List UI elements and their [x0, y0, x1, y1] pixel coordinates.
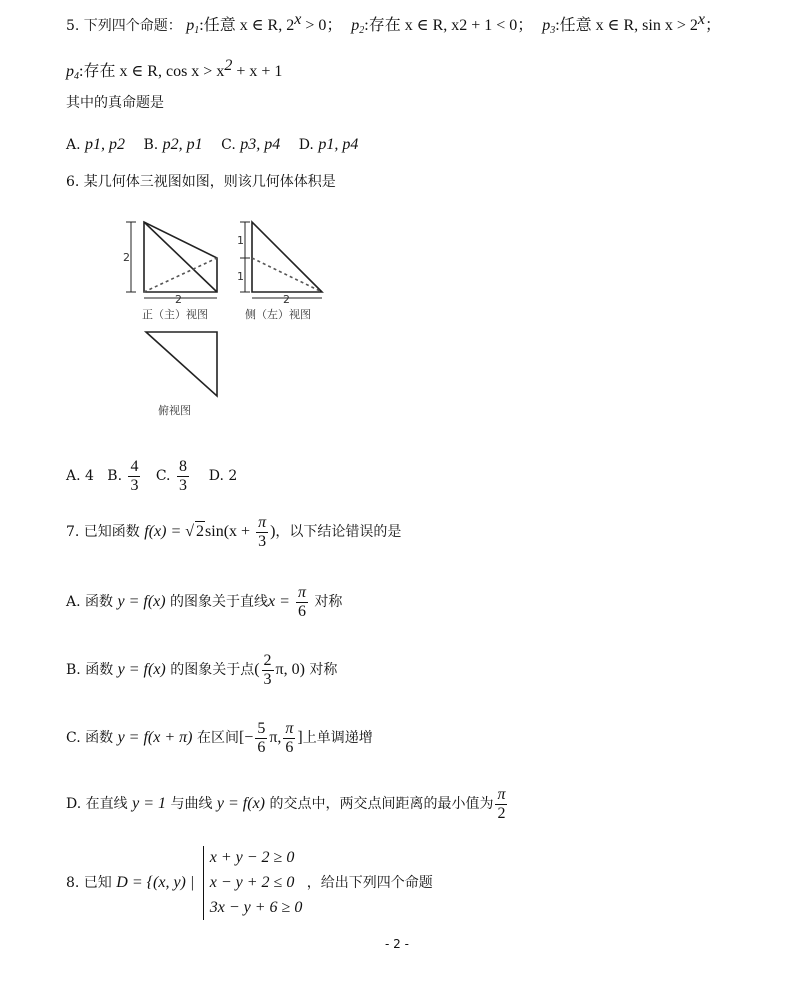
q5-p4-label: p	[66, 63, 74, 80]
q6-stem: 6. 某几何体三视图如图，则该几何体体积是	[66, 174, 336, 190]
side-lower-dim: 1	[237, 270, 244, 283]
q5-p3-text: :任意 x ∈ R, sin x > 2	[555, 17, 698, 34]
q5-option-b: B. p2, p1	[143, 136, 203, 153]
side-view	[240, 222, 322, 298]
q5-option-a: A. p1, p2	[66, 136, 126, 153]
q7-option-c: C. 函数 y = f(x + π) 在区间[− $\frac{5}{6}$ π, $\frac{\pi}{6}$ ]上单调递增	[66, 720, 373, 756]
q6-option-b: B. $\frac{4}{3}$	[107, 458, 139, 494]
q6-options	[66, 458, 237, 494]
q5-p2-label: p	[351, 17, 360, 34]
side-width-dim: 2	[283, 293, 290, 306]
front-view	[126, 222, 217, 298]
q7-option-d: D. 在直线 y = 1 与曲线 y = f(x) 的交点中，两交点间距离的最小值为 $\frac{\pi}{2}$	[66, 786, 506, 822]
q5-stem-prefix: 5. 下列四个命题：	[66, 18, 182, 34]
q5-question: 其中的真命题是	[66, 95, 164, 111]
q5-p4-text: :存在 x ∈ R, cos x > x	[79, 63, 225, 80]
q6-option-c: C. $\frac{8}{3}$	[155, 458, 187, 494]
q7-option-a: A. 函数 y = f(x) 的图象关于直线x = $\frac{\pi}{6}$ 对称	[66, 584, 343, 620]
q5-p1-text: :任意 x ∈ R, 2	[199, 17, 295, 34]
page-number: - 2 -	[385, 937, 409, 951]
q5-p4-line: $p_4$:存在 x ∈ R, $\cos x > x^2 + x + 1$	[66, 57, 283, 82]
side-upper-dim: 1	[237, 234, 244, 247]
q7-option-b: B. 函数 y = f(x) 的图象关于点( $\frac{2}{3}$ π, 0) 对称	[66, 652, 338, 688]
q5-p3-label: p	[542, 17, 551, 34]
q5-options	[66, 135, 372, 154]
q5-stem-line: 5. 下列四个命题： $p_1$:任意 x ∈ R, $2^x > 0$； $p_2$:存在 x ∈ R, x2 + 1 < 0； $p_3$:任意 x ∈ R, $\sin x > 2^x$；	[66, 11, 721, 36]
three-view-diagram	[120, 206, 350, 424]
top-view-label: 俯视图	[158, 404, 191, 417]
q8-stem: 8. 已知 D = {(x, y) | x + y − 2 ≥ 0 x − y + 2 ≤ 0 3x − y + 6 ≥ 0 ，给出下列四个命题	[66, 846, 433, 920]
q6-option-a: A. 4	[66, 468, 94, 485]
top-view	[146, 332, 217, 396]
q5-option-d: D. p1, p4	[298, 136, 359, 153]
front-height-dim: 2	[123, 251, 130, 264]
q8-inequality-system: x + y − 2 ≥ 0 x − y + 2 ≤ 0 3x − y + 6 ≥ 0	[203, 846, 303, 920]
q5-option-c: C. p3, p4	[221, 136, 281, 153]
front-width-dim: 2	[175, 293, 182, 306]
q6-option-d: D. 2	[208, 468, 238, 485]
q5-p2-text: :存在 x ∈ R, x2 + 1 < 0；	[364, 17, 534, 34]
front-view-label: 正（主）视图	[142, 308, 208, 321]
q5-p1-label: p	[186, 17, 195, 34]
side-view-label: 侧（左）视图	[245, 308, 311, 321]
q7-stem: 7. 已知函数 f(x) = √ 2sin(x + $\frac{\pi}{3}$ )，以下结论错误的是	[66, 514, 402, 550]
q8-set-head: D = {(x, y) |	[116, 874, 195, 892]
